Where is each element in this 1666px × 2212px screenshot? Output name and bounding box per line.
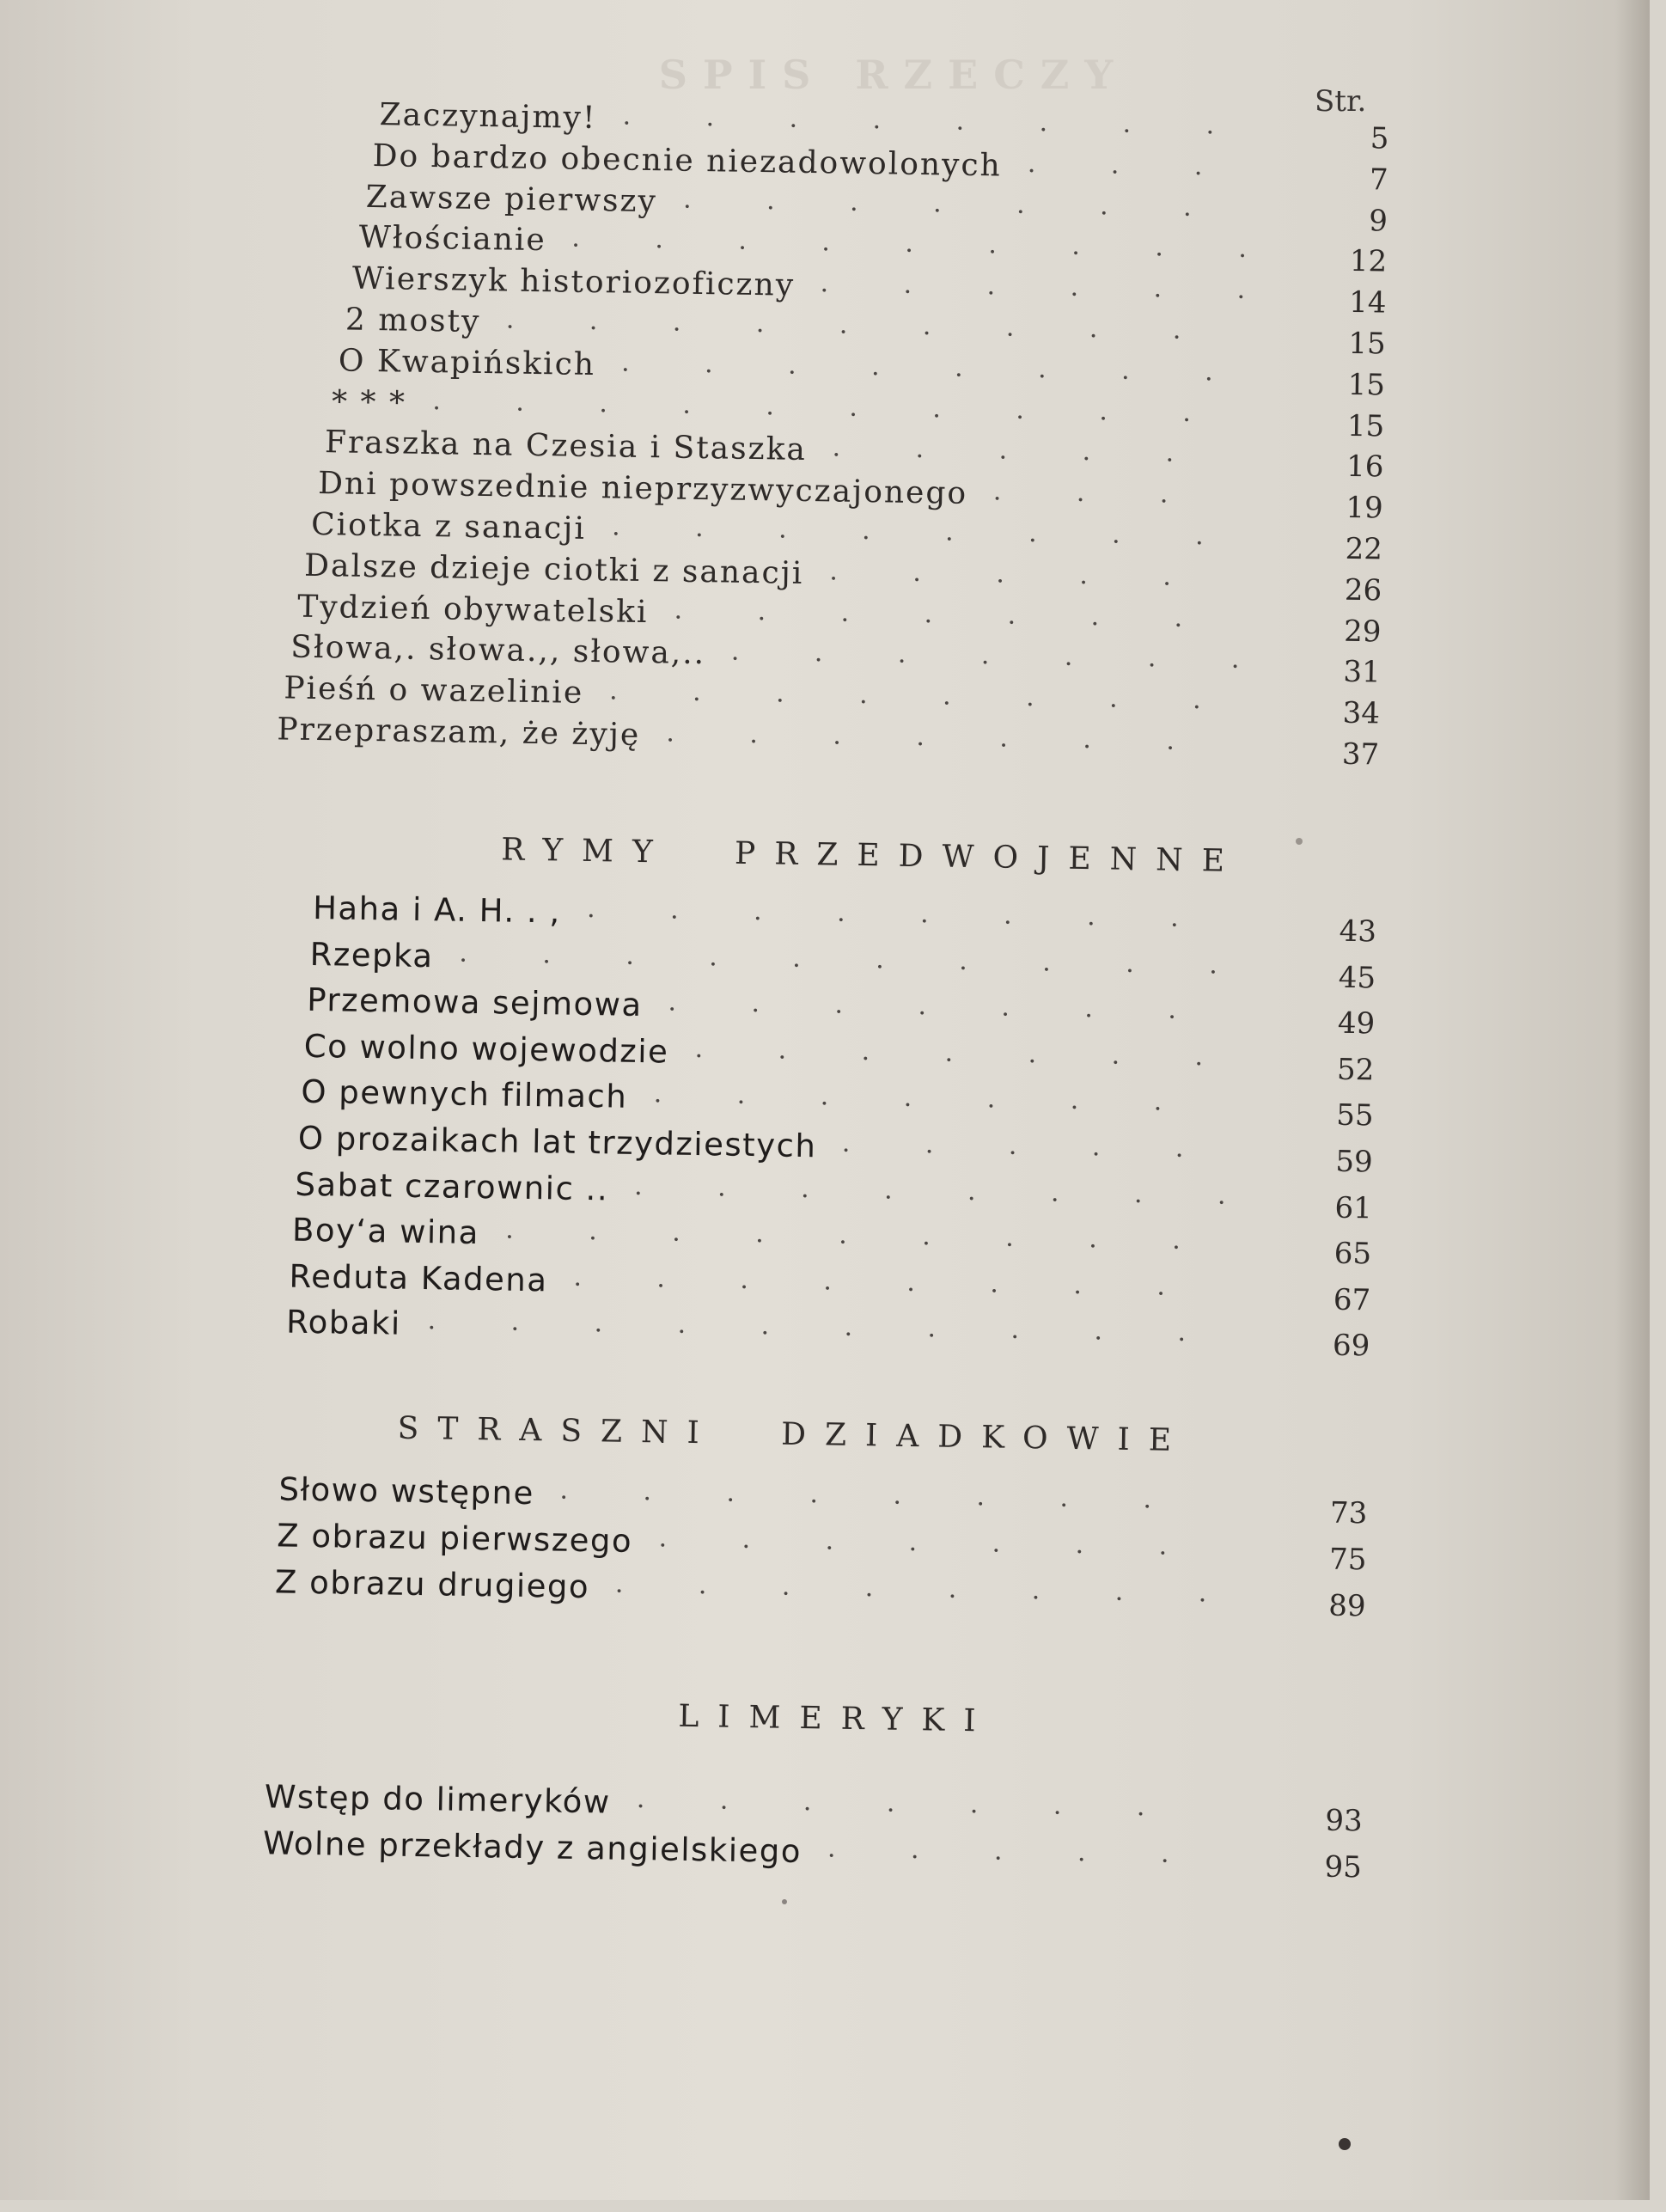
toc-entry-page: 49 — [1337, 1005, 1376, 1042]
dot-leader: . . . . . . . . — [614, 1568, 1207, 1609]
toc-entry-title: Boy‘a wina — [291, 1211, 480, 1252]
toc-entry-page: 31 — [1343, 655, 1381, 690]
toc-entry-title: Wstęp do limeryków — [264, 1778, 611, 1821]
toc-entry-page: 67 — [1333, 1282, 1371, 1318]
print-speck — [1296, 838, 1303, 845]
dot-leader: . . . . . — [827, 1833, 1169, 1869]
toc-entry-title: 2 mosty — [345, 302, 481, 339]
dot-leader: . . . — [992, 476, 1169, 510]
page-column-label: Str. — [1315, 84, 1367, 119]
dot-leader: . . . . . — [832, 432, 1175, 469]
toc-entry-page: 93 — [1325, 1803, 1363, 1839]
toc-entry-page: 29 — [1343, 614, 1382, 650]
toc-entry-title: Pieśń o wazelinie — [284, 670, 584, 712]
toc-entry-page: 16 — [1346, 449, 1384, 485]
toc-entry-title: Co wolno wojewodzie — [303, 1027, 669, 1071]
toc-entry-page: 52 — [1336, 1052, 1375, 1088]
toc-entry-title: Robaki — [285, 1303, 402, 1343]
faint-bleed-through-title: SPIS RZECZY — [658, 52, 1129, 98]
toc-entry-title: Zaczynajmy! — [379, 97, 597, 137]
toc-entry-title: Sabat czarownic .. — [295, 1165, 609, 1208]
dot-leader: . . . . . . . . — [611, 511, 1204, 552]
dot-leader: . . . . . . . . . — [571, 223, 1248, 265]
toc-entry-page: 43 — [1339, 914, 1377, 950]
toc-entry-page: 59 — [1335, 1144, 1373, 1180]
dot-leader: . . . . . . . — [653, 1079, 1163, 1117]
toc-entry-page: 12 — [1349, 244, 1388, 279]
toc-entry-page: 75 — [1328, 1542, 1367, 1578]
toc-entry-title: Słowa,. słowa.,, słowa,.. — [290, 629, 706, 672]
toc-entry-page: 15 — [1346, 408, 1385, 444]
toc-entry-page: 95 — [1324, 1849, 1363, 1885]
dot-leader: . . . . . . . — [694, 1033, 1204, 1072]
dot-leader: . . . . . . . . . . — [427, 1305, 1187, 1348]
toc-entry-title: Przepraszam, że żyję — [277, 712, 641, 753]
toc-entry-page: 73 — [1329, 1495, 1368, 1531]
toc-entry-page: 22 — [1345, 531, 1383, 567]
toc-entry-title: Słowo wstępne — [278, 1470, 535, 1512]
toc-entry-title: Z obrazu drugiego — [274, 1563, 590, 1606]
dot-leader: . . . . . . . . . — [505, 1214, 1181, 1256]
dot-leader: . . . . . . . . . . — [459, 938, 1218, 981]
dot-leader: . . . . . . . . . — [505, 304, 1181, 345]
toc-entry-page: 7 — [1369, 162, 1388, 198]
dot-leader: . . . . . . . . . . — [432, 385, 1192, 428]
dot-leader: . . . . . . . . — [633, 1170, 1226, 1211]
dot-leader: . . . . . — [829, 556, 1172, 592]
toc-entry-title: Dni powszednie nieprzyzwyczajonego — [317, 466, 968, 512]
print-speck — [1339, 2138, 1351, 2150]
dot-leader: . . . . . . . — [674, 595, 1183, 633]
toc-entry-page: 15 — [1348, 326, 1386, 362]
toc-entry-title: O prozaikach lat trzydziestych — [297, 1119, 817, 1165]
section-heading: LIMERYKI — [678, 1698, 995, 1739]
toc-entry-page: 69 — [1332, 1329, 1370, 1364]
toc-entry-title: Do bardzo obecnie niezadowolonych — [372, 137, 1003, 184]
toc-entry-page: 9 — [1368, 203, 1388, 239]
dot-leader: . . . . . — [841, 1127, 1184, 1164]
print-speck — [782, 1899, 787, 1904]
toc-entry-title: Ciotka z sanacji — [310, 506, 587, 547]
toc-entry-page: 89 — [1327, 1588, 1366, 1624]
toc-entry-title: Wierszyk historiozoficzny — [351, 260, 796, 303]
toc-entry-page: 26 — [1344, 572, 1382, 608]
dot-leader: . . . . . . . — [668, 987, 1177, 1025]
toc-entry-title: O Kwapińskich — [338, 343, 596, 382]
dot-leader: . . . — [1027, 148, 1203, 181]
toc-entry-title: Tydzień obywatelski — [296, 589, 649, 630]
dot-leader: . . . . . . . — [682, 184, 1192, 223]
dot-leader: . . . . . . . . — [586, 894, 1179, 933]
toc-entry-page: 45 — [1338, 960, 1376, 996]
section-heading: RYMY PRZEDWOJENNE — [500, 832, 1244, 879]
toc-entry-title: Przemowa sejmowa — [306, 981, 643, 1024]
toc-entry-title: Włościanie — [358, 220, 547, 259]
toc-entry-title: Reduta Kadena — [289, 1257, 548, 1299]
dot-leader: . . . . . . . . — [622, 101, 1215, 141]
dot-leader: . . . . . . . . — [608, 675, 1201, 716]
dot-leader: . . . . . . . — [666, 718, 1175, 756]
toc-entry-page: 34 — [1342, 695, 1381, 731]
toc-entry-page: 61 — [1334, 1190, 1373, 1225]
toc-entry-title: Wolne przekłady z angielskiego — [262, 1824, 802, 1871]
dot-leader: . . . . . . . — [658, 1523, 1168, 1561]
toc-entry-title: Z obrazu pierwszego — [276, 1517, 633, 1560]
toc-entry-title: O pewnych filmach — [301, 1073, 628, 1116]
section-heading: STRASZNI DZIADKOWIE — [397, 1410, 1191, 1459]
dot-leader: . . . . . . . — [636, 1784, 1145, 1823]
dot-leader: . . . . . . . . — [620, 347, 1213, 388]
toc-entry-title: Dalsze dzieje ciotki z sanacji — [303, 547, 804, 591]
toc-entry-title: Fraszka na Czesia i Staszka — [324, 425, 808, 468]
toc-entry-title: Rzepka — [309, 935, 434, 975]
toc-entry-page: 65 — [1333, 1236, 1372, 1272]
dot-leader: . . . . . . . . — [573, 1262, 1166, 1302]
toc-entry-title: Haha i A. H. . , — [312, 889, 562, 931]
dot-leader: . . . . . . — [820, 268, 1246, 306]
toc-entry-page: 37 — [1341, 736, 1380, 773]
toc-entry-title: * * * — [331, 383, 407, 421]
toc-entry-page: 14 — [1348, 285, 1387, 321]
toc-entry-page: 19 — [1346, 491, 1383, 526]
toc-entry-page: 5 — [1370, 121, 1389, 156]
toc-entry-title: Zawsze pierwszy — [365, 179, 658, 219]
dot-leader: . . . . . . . . — [559, 1475, 1152, 1515]
toc-entry-page: 15 — [1347, 367, 1386, 403]
dot-leader: . . . . . . . — [730, 636, 1240, 675]
toc-entry-page: 55 — [1335, 1098, 1374, 1133]
